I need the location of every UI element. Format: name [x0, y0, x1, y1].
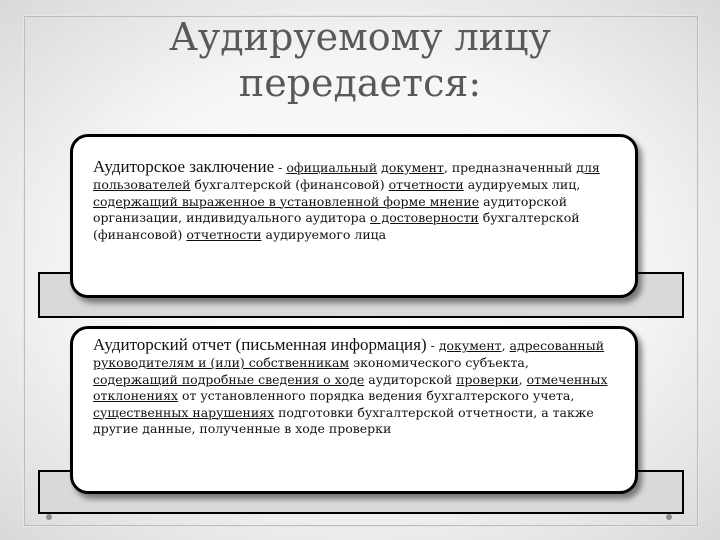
underlined-text: для пользователей: [93, 160, 600, 192]
corner-dot-bottom-right: [666, 514, 672, 520]
underlined-text: содержащий выраженное в установленной форме мнение: [93, 193, 480, 209]
text: ,: [501, 338, 510, 353]
text: аудируемого лица: [261, 226, 387, 242]
text: бухгалтерской (финансовой): [93, 210, 580, 242]
text: бухгалтерской (финансовой): [190, 177, 389, 192]
underlined-text: о достоверности: [370, 210, 479, 225]
term-audit-report: Аудиторский отчет: [93, 335, 232, 354]
underlined-text: существенных нарушениях: [93, 404, 275, 420]
text: ,: [518, 371, 527, 387]
term-rest: (письменная информация): [231, 335, 427, 354]
audit-conclusion-text: [93, 157, 613, 243]
slide-title: [100, 14, 620, 106]
underlined-text: содержащий подробные сведения о ходе: [93, 371, 365, 387]
separator: -: [426, 338, 439, 353]
text: подготовки бухгалтерской отчетности, а также другие данные, полученные в ходе проверки: [93, 404, 594, 436]
underlined-text: отчетности: [388, 177, 464, 192]
text: аудиторской организации, индивидуального аудитора: [93, 193, 568, 225]
underlined-text: отмеченных отклонениях: [93, 371, 608, 403]
corner-dot-bottom-left: [46, 514, 52, 520]
text: экономического субъекта,: [349, 355, 529, 370]
text: аудиторской: [364, 371, 457, 387]
underlined-text: проверки: [456, 371, 519, 387]
underlined-text: документ: [381, 160, 444, 175]
separator: -: [274, 160, 287, 175]
title-line-2: передается:: [238, 61, 482, 105]
underlined-text: адресованный руководителям и (или) собственникам: [93, 338, 605, 370]
audit-report-text: [93, 335, 613, 438]
underlined-text: отчетности: [186, 226, 262, 242]
audit-conclusion-card: [70, 134, 638, 298]
text: , предназначенный: [443, 160, 577, 175]
term-audit-conclusion: Аудиторское заключение: [93, 157, 275, 176]
underlined-text: официальный: [286, 160, 378, 175]
title-line-1: Аудируемому лицу: [169, 15, 551, 59]
text: от установленного порядка ведения бухгалтерского учета,: [178, 388, 575, 403]
audit-report-card: [70, 326, 638, 494]
underlined-text: документ: [438, 338, 502, 353]
text: аудируемых лиц,: [463, 177, 581, 192]
